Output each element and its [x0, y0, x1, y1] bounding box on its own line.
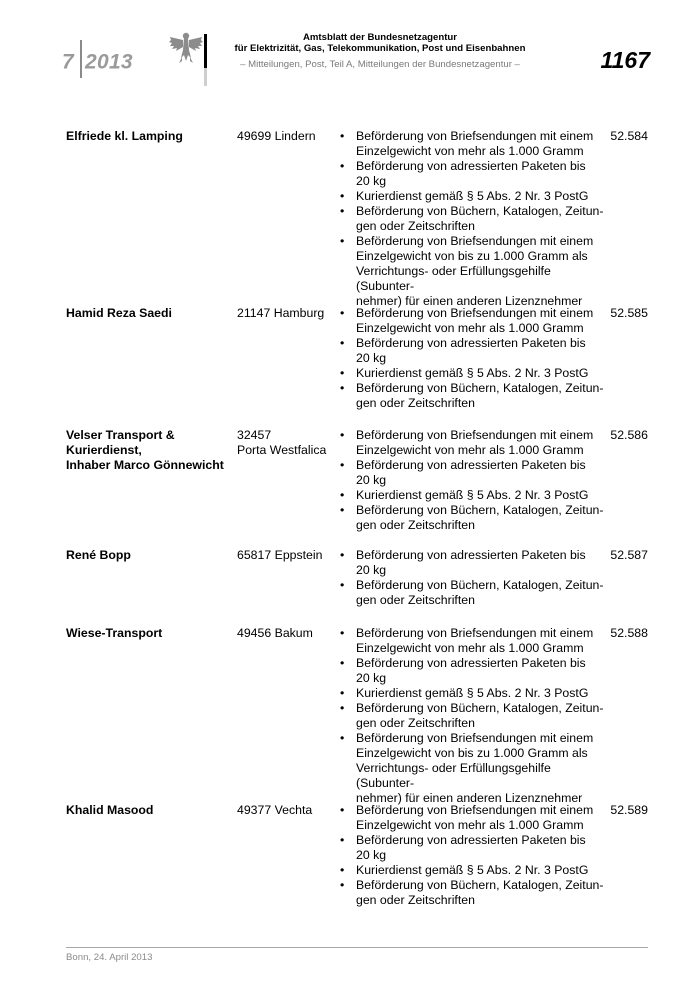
license-number: 52.588 — [610, 626, 648, 640]
service-item-line: • Beförderung von Briefsendungen mit einem — [356, 129, 594, 143]
service-item-line: 20 kg — [356, 671, 387, 685]
service-item — [338, 189, 606, 204]
service-item-line: • Kurierdienst gemäß § 5 Abs. 2 Nr. 3 PostG — [356, 863, 589, 877]
service-item — [338, 366, 606, 381]
service-item — [338, 578, 606, 608]
service-item-line: • Beförderung von adressierten Paketen bis — [356, 458, 586, 472]
licensee-location-line: 49456 Bakum — [237, 626, 313, 640]
service-list — [338, 626, 606, 806]
license-number: 52.586 — [610, 428, 648, 442]
service-item — [338, 803, 606, 833]
service-item-line: 20 kg — [356, 563, 387, 577]
service-item — [338, 306, 606, 336]
service-item-line: Einzelgewicht von bis zu 1.000 Gramm als — [356, 746, 588, 760]
service-item-line: • Beförderung von adressierten Paketen bis — [356, 656, 586, 670]
service-item-line: • Kurierdienst gemäß § 5 Abs. 2 Nr. 3 PostG — [356, 366, 589, 380]
federal-eagle-icon — [168, 30, 204, 66]
service-item — [338, 336, 606, 366]
section-label: – Mitteilungen, Post, Teil A, Mitteilungen der Bundesnetzagentur – — [240, 59, 520, 70]
service-item-line: • Beförderung von Briefsendungen mit einem — [356, 306, 594, 320]
service-item-line: Einzelgewicht von mehr als 1.000 Gramm — [356, 321, 584, 335]
service-item-line: • Beförderung von Büchern, Katalogen, Zeitun- — [356, 701, 604, 715]
licensee-name — [66, 548, 234, 563]
service-item — [338, 503, 606, 533]
licensee-location — [237, 803, 337, 818]
issue-number: 7 — [62, 50, 74, 74]
footer-divider — [66, 947, 648, 948]
service-item-line: gen oder Zeitschriften — [356, 396, 475, 410]
licensee-location — [237, 626, 337, 641]
licensee-name-line: Kurierdienst, — [66, 443, 142, 457]
service-item-line: • Beförderung von adressierten Paketen bis — [356, 833, 586, 847]
licensee-name-line: Velser Transport & — [66, 428, 175, 442]
issue-label — [62, 44, 133, 82]
service-list — [338, 548, 606, 608]
service-item-line: gen oder Zeitschriften — [356, 518, 475, 532]
licensee-location — [237, 428, 337, 458]
service-item-line: • Beförderung von Büchern, Katalogen, Zeitun- — [356, 503, 604, 517]
service-item-line: Verrichtungs- oder Erfüllungsgehilfe (Subunter- — [356, 264, 551, 293]
header-rule-faded — [204, 68, 207, 86]
service-item-line: • Beförderung von Briefsendungen mit einem — [356, 731, 594, 745]
licensee-location-line: 65817 Eppstein — [237, 548, 323, 562]
header-rule — [204, 34, 207, 68]
service-item — [338, 548, 606, 578]
issue-divider — [80, 40, 82, 78]
licensee-location-line: 21147 Hamburg — [237, 306, 325, 320]
service-item-line: 20 kg — [356, 473, 387, 487]
service-item-line: • Beförderung von Büchern, Katalogen, Zeitun- — [356, 578, 604, 592]
service-list — [338, 428, 606, 533]
licensee-name-line: Inhaber Marco Gönnewicht — [66, 458, 224, 472]
service-item — [338, 204, 606, 234]
license-number: 52.585 — [610, 306, 648, 320]
service-item — [338, 686, 606, 701]
service-item-line: 20 kg — [356, 174, 387, 188]
service-item — [338, 458, 606, 488]
licensee-name-line: Hamid Reza Saedi — [66, 306, 172, 320]
licensee-name — [66, 626, 234, 641]
licensee-location-line: 49377 Vechta — [237, 803, 313, 817]
issue-year: 2013 — [84, 50, 133, 74]
service-item-line: Einzelgewicht von mehr als 1.000 Gramm — [356, 144, 584, 158]
service-item-line: gen oder Zeitschriften — [356, 219, 475, 233]
service-item-line: Verrichtungs- oder Erfüllungsgehilfe (Subunter- — [356, 761, 551, 790]
service-item-line: Einzelgewicht von mehr als 1.000 Gramm — [356, 443, 584, 457]
service-item — [338, 701, 606, 731]
service-item-line: nehmer) für einen anderen Lizenznehmer — [356, 791, 583, 805]
service-item-line: • Kurierdienst gemäß § 5 Abs. 2 Nr. 3 PostG — [356, 686, 589, 700]
service-item-line: Einzelgewicht von bis zu 1.000 Gramm als — [356, 249, 588, 263]
publication-title: Amtsblatt der Bundesnetzagentur — [302, 32, 458, 43]
licensee-name-line: Wiese-Transport — [66, 626, 163, 640]
service-item-line: • Beförderung von Büchern, Katalogen, Zeitun- — [356, 381, 604, 395]
licensee-name — [66, 803, 234, 818]
service-item-line: Einzelgewicht von mehr als 1.000 Gramm — [356, 818, 584, 832]
service-item-line: 20 kg — [356, 848, 387, 862]
licensee-name — [66, 129, 234, 144]
service-item — [338, 129, 606, 159]
service-item-line: • Beförderung von Briefsendungen mit einem — [356, 803, 594, 817]
service-item-line: gen oder Zeitschriften — [356, 716, 475, 730]
service-item — [338, 656, 606, 686]
service-item-line: • Kurierdienst gemäß § 5 Abs. 2 Nr. 3 PostG — [356, 488, 589, 502]
service-item-line: • Beförderung von adressierten Paketen bis — [356, 548, 586, 562]
license-number: 52.589 — [610, 803, 648, 817]
service-item-line: 20 kg — [356, 351, 387, 365]
service-item — [338, 488, 606, 503]
service-item-line: nehmer) für einen anderen Lizenznehmer — [356, 294, 583, 308]
service-item — [338, 381, 606, 411]
licensee-location-line: 49699 Lindern — [237, 129, 316, 143]
licensee-location-line: Porta Westfalica — [237, 443, 327, 457]
service-item — [338, 833, 606, 863]
service-item-line: gen oder Zeitschriften — [356, 593, 475, 607]
page-number: 1167 — [600, 47, 650, 73]
licensee-location — [237, 129, 337, 144]
licensee-location — [237, 548, 337, 563]
license-number: 52.587 — [610, 548, 648, 562]
licensee-location-line: 32457 — [237, 428, 272, 442]
service-item-line: • Kurierdienst gemäß § 5 Abs. 2 Nr. 3 PostG — [356, 189, 589, 203]
service-item-line: • Beförderung von Büchern, Katalogen, Zeitun- — [356, 878, 604, 892]
license-number: 52.584 — [610, 129, 648, 143]
service-list — [338, 803, 606, 908]
licensee-name-line: Elfriede kl. Lamping — [66, 129, 183, 143]
service-item — [338, 878, 606, 908]
publication-subtitle: für Elektrizität, Gas, Telekommunikation, Post und Eisenbahnen — [234, 43, 526, 54]
service-item-line: • Beförderung von Büchern, Katalogen, Zeitun- — [356, 204, 604, 218]
service-item-line: • Beförderung von adressierten Paketen bis — [356, 336, 586, 350]
service-item — [338, 863, 606, 878]
service-item-line: Einzelgewicht von mehr als 1.000 Gramm — [356, 641, 584, 655]
service-list — [338, 129, 606, 309]
licensee-name — [66, 428, 234, 473]
service-item — [338, 234, 606, 309]
service-item — [338, 159, 606, 189]
service-item-line: • Beförderung von Briefsendungen mit einem — [356, 626, 594, 640]
footer-date: Bonn, 24. April 2013 — [66, 952, 153, 963]
licensee-name-line: René Bopp — [66, 548, 131, 562]
service-item-line: gen oder Zeitschriften — [356, 893, 475, 907]
service-item-line: • Beförderung von Briefsendungen mit einem — [356, 428, 594, 442]
service-item — [338, 731, 606, 806]
licensee-name-line: Khalid Masood — [66, 803, 154, 817]
licensee-name — [66, 306, 234, 321]
service-item — [338, 626, 606, 656]
service-item — [338, 428, 606, 458]
service-list — [338, 306, 606, 411]
licensee-location — [237, 306, 337, 321]
service-item-line: • Beförderung von adressierten Paketen bis — [356, 159, 586, 173]
service-item-line: • Beförderung von Briefsendungen mit einem — [356, 234, 594, 248]
